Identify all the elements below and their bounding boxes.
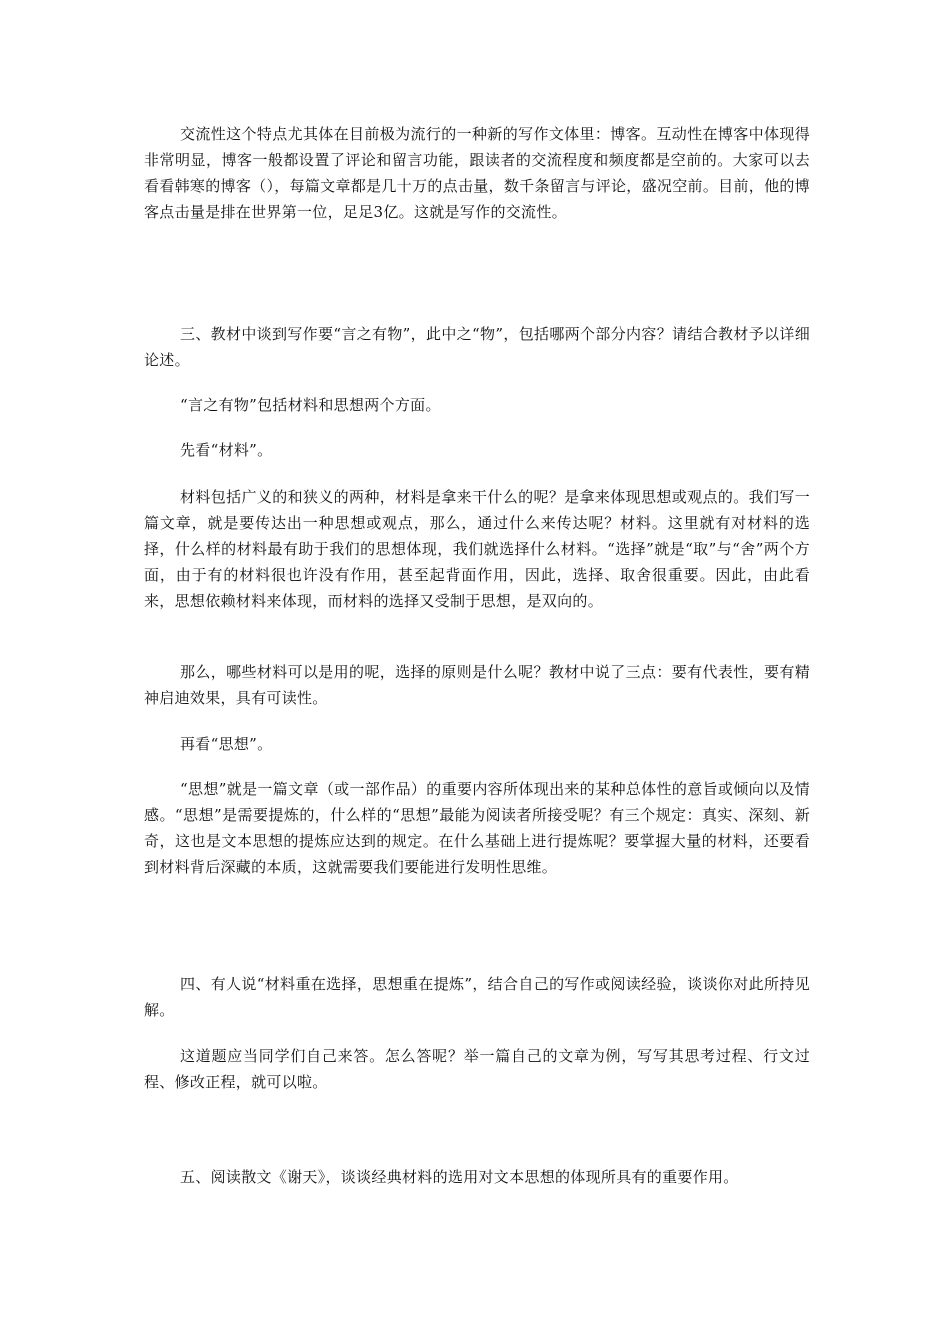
paragraph-selection-principles: 那么，哪些材料可以是用的呢，选择的原则是什么呢？教材中说了三点：要有代表性，要有精神启迪效果，具有可读性。 — [144, 663, 810, 707]
question-five: 五、阅读散文《谢天》，谈谈经典材料的选用对文本思想的体现所具有的重要作用。 — [180, 1168, 739, 1186]
question-four: 四、有人说“材料重在选择，思想重在提炼”，结合自己的写作或阅读经验，谈谈你对此所持见解。 — [144, 975, 810, 1019]
subheading-material: 先看“材料”。 — [180, 441, 273, 459]
paragraph-answer-four: 这道题应当同学们自己来答。怎么答呢？举一篇自己的文章为例，写写其思考过程、行文过程、修改正程，就可以啦。 — [144, 1047, 810, 1091]
paragraph-thought-explanation: “思想”就是一篇文章（或一部作品）的重要内容所体现出来的某种总体性的意旨或倾向以及情感。“思想”是需要提炼的，什么样的“思想”最能为阅读者所接受呢？有三个规定：真实、深刻、新奇，这也是文本思想的提炼应达到的规定。在什么基础上进行提炼呢？要掌握大量的材料，还要看到材料背后深藏的本质，这就需要我们要能进行发明性思维。 — [144, 780, 810, 876]
paragraph-blog-interactivity: 交流性这个特点尤其体在目前极为流行的一种新的写作文体里：博客。互动性在博客中体现得非常明显，博客一般都设置了评论和留言功能，跟读者的交流程度和频度都是空前的。大家可以去看看韩寒的博客（），每篇文章都是几十万的点击量，数千条留言与评论，盛况空前。目前，他的博客点击量是排在世界第一位，足足3亿。这就是写作的交流性。 — [144, 125, 810, 221]
subheading-thought: 再看“思想”。 — [180, 735, 273, 753]
paragraph-content-aspects: “言之有物”包括材料和思想两个方面。 — [180, 396, 441, 414]
question-three: 三、教材中谈到写作要“言之有物”，此中之“物”，包括哪两个部分内容？请结合教材予以详细论述。 — [144, 325, 810, 369]
paragraph-material-explanation: 材料包括广义的和狭义的两种，材料是拿来干什么的呢？是拿来体现思想或观点的。我们写一篇文章，就是要传达出一种思想或观点，那么，通过什么来传达呢？材料。这里就有对材料的选择，什么样的材料最有助于我们的思想体现，我们就选择什么材料。“选择”就是“取”与“舍”两个方面，由于有的材料很也许没有作用，甚至起背面作用，因此，选择、取舍很重要。因此，由此看来，思想依赖材料来体现，而材料的选择又受制于思想，是双向的。 — [144, 488, 810, 610]
